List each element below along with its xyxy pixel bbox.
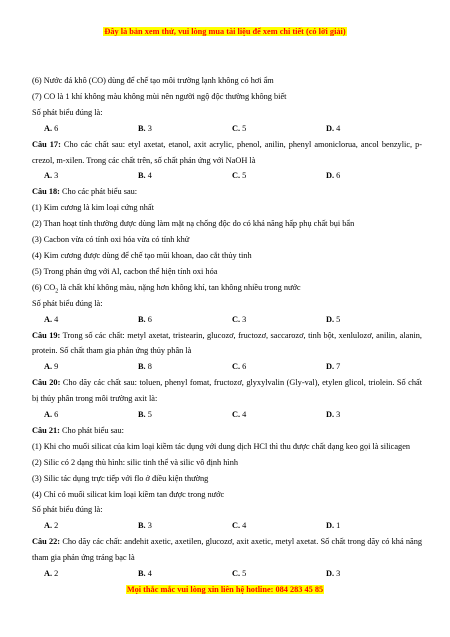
option-a: A. 2 bbox=[44, 569, 59, 579]
option-b: B. 3 bbox=[138, 521, 152, 531]
answer-options bbox=[32, 566, 422, 582]
option-b: B. 8 bbox=[138, 362, 152, 372]
option-d: D. 3 bbox=[326, 410, 341, 420]
answer-options bbox=[32, 518, 422, 534]
option-c: C. 5 bbox=[232, 171, 247, 181]
option-d: D. 7 bbox=[326, 362, 341, 372]
question-20: Câu 20: Cho dãy các chất sau: toluen, phenyl fomat, fructozơ, glyxylvalin (Gly-val), etylen glicol, triolein. Số chất bị thủy phân trong môi trường axit là: bbox=[32, 378, 423, 404]
option-c: C. 4 bbox=[232, 410, 247, 420]
option-a: A. 6 bbox=[44, 123, 59, 133]
question-17: Câu 17: Cho các chất sau: etyl axetat, etanol, axit acrylic, phenol, anilin, phenyl amoniclorua, ancol benzylic, p- crezol, m-xilen. Trong các chất trên, số chất phản ứng với NaOH là bbox=[32, 139, 423, 165]
hotline-footer-banner: Mọi thắc mắc vui lòng xin liên hệ hotline: 084 283 45 85 bbox=[126, 585, 324, 594]
question-18: Câu 18: Cho các phát biểu sau: bbox=[32, 187, 138, 197]
option-b: B. 6 bbox=[138, 314, 152, 324]
statement: (6) Nước đá khô (CO) dùng để chế tạo môi trường lạnh không có hơi ẩm bbox=[32, 76, 274, 85]
option-a: A. 2 bbox=[44, 521, 59, 531]
option-c: C. 5 bbox=[232, 569, 247, 579]
statement: (2) Than hoạt tính thường được dùng làm mặt nạ chống độc do có khả năng hấp phụ chất bụi bẩn bbox=[32, 219, 355, 229]
option-c: C. 6 bbox=[232, 362, 247, 372]
option-b: B. 5 bbox=[138, 410, 152, 420]
option-a: A. 3 bbox=[44, 171, 59, 181]
option-d: D. 5 bbox=[326, 314, 341, 324]
question-21: Câu 21: Cho phát biểu sau: bbox=[32, 425, 124, 435]
statement: (7) CO là 1 khí không màu không mùi nên người ngộ độc thường không biết bbox=[32, 91, 287, 101]
statement: (3) Silic tác dụng trực tiếp với flo ở điều kiện thường bbox=[32, 473, 209, 483]
question-22: Câu 22: Cho dãy các chất: anđehit axetic, axetilen, glucozơ, axit axetic, metyl axetat. Số chất trong dãy có khả năng tham gia phản ứng tráng bạc là bbox=[32, 537, 423, 563]
option-a: A. 9 bbox=[44, 362, 59, 372]
statement: (1) Kim cương là kim loại cứng nhất bbox=[32, 203, 154, 213]
option-b: B. 3 bbox=[138, 123, 152, 133]
statement: (1) Khi cho muối silicat của kim loại kiềm tác dụng với dung dịch HCl thì thu được chất dạng keo gọi là silicagen bbox=[32, 441, 411, 451]
statement: (6) $CO_2$ là chất khí không màu, nặng hơn không khí, tan không nhiều trong nước bbox=[32, 282, 301, 295]
answer-prompt: Số phát biểu đúng là: bbox=[32, 298, 103, 308]
answer-options bbox=[32, 407, 422, 423]
option-b: B. 4 bbox=[138, 171, 152, 181]
statement: (5) Trong phản ứng với Al, cacbon thể hiện tính oxi hóa bbox=[32, 266, 218, 276]
answer-options bbox=[32, 168, 422, 184]
answer-options bbox=[32, 121, 422, 137]
answer-prompt: Số phát biểu đúng là: bbox=[32, 107, 103, 117]
option-d: D. 3 bbox=[326, 569, 341, 579]
option-a: A. 4 bbox=[44, 314, 59, 324]
answer-options bbox=[32, 312, 422, 328]
option-c: C. 4 bbox=[232, 521, 247, 531]
option-b: B. 4 bbox=[138, 569, 152, 579]
statement: (4) Kim cương được dùng để chế tạo mũi khoan, dao cắt thủy tinh bbox=[32, 250, 252, 260]
question-sheet bbox=[32, 73, 422, 582]
statement: (2) Silic có 2 dạng thù hình: silic tinh thể và silic vô định hình bbox=[32, 457, 239, 467]
option-a: A. 6 bbox=[44, 410, 59, 420]
option-d: D. 1 bbox=[326, 521, 341, 531]
statement: (4) Chỉ có muối silicat kim loại kiềm tan được trong nước bbox=[32, 489, 225, 499]
answer-options bbox=[32, 359, 422, 375]
question-19: Câu 19: Trong số các chất: metyl axetat, tristearin, glucozơ, fructozơ, saccarozơ, tinh bột, xenlulozơ, anilin, alanin, protein. Số chất tham gia phản ứng thủy phân là bbox=[32, 330, 422, 356]
answer-prompt: Số phát biểu đúng là: bbox=[32, 505, 103, 515]
preview-notice-banner: Đây là bản xem thử, vui lòng mua tài liệu để xem chi tiết (có lời giải) bbox=[104, 27, 346, 36]
option-c: C. 5 bbox=[232, 123, 247, 133]
statement: (3) Cacbon vừa có tính oxi hóa vừa có tính khử bbox=[32, 235, 190, 245]
option-d: D. 4 bbox=[326, 123, 341, 133]
option-c: C. 3 bbox=[232, 314, 247, 324]
option-d: D. 6 bbox=[326, 171, 341, 181]
